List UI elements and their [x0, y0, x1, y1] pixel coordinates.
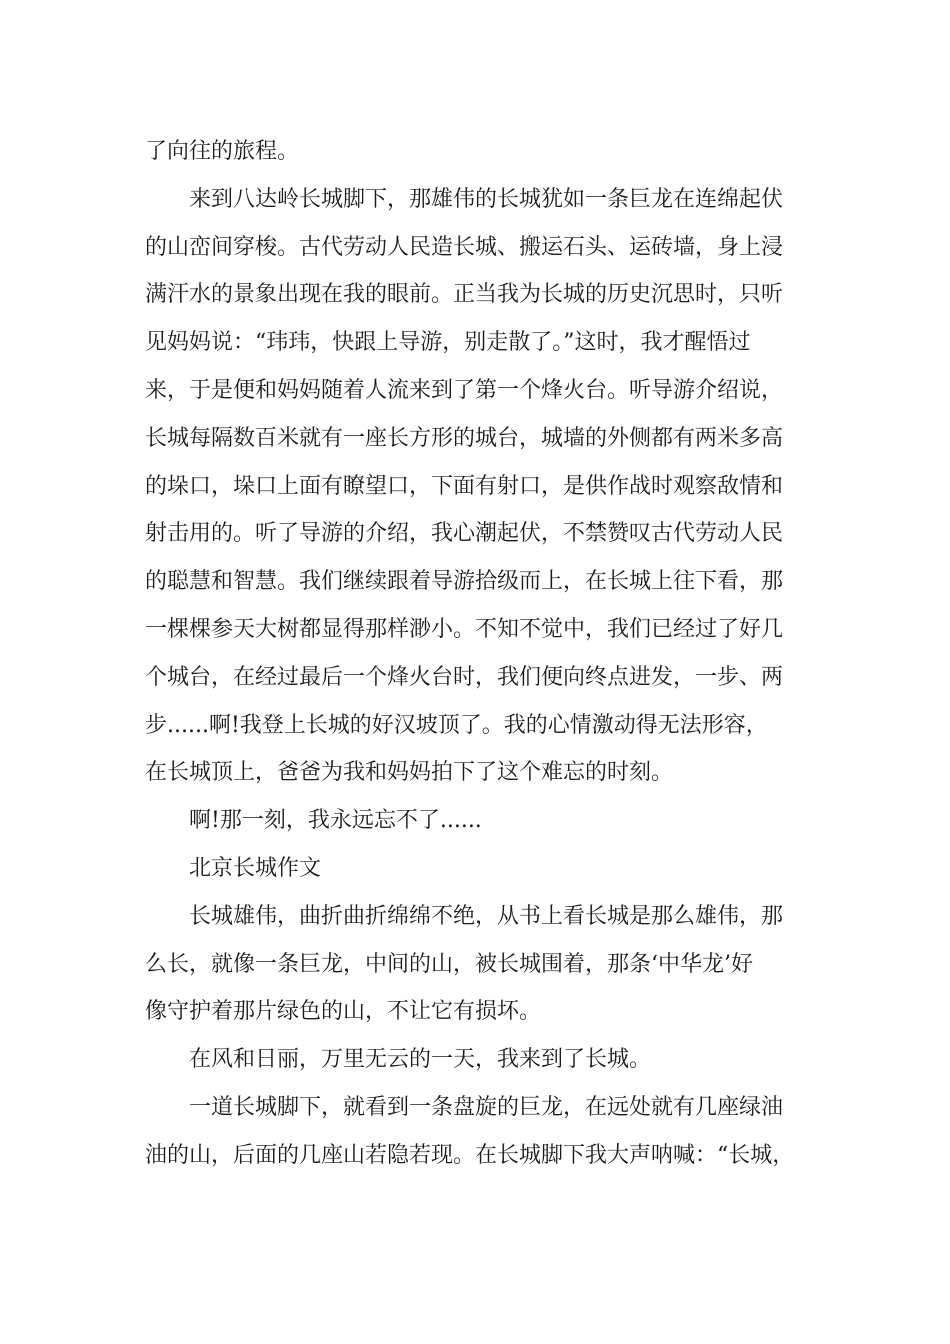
text-line: 的聪慧和智慧。我们继续跟着导游拾级而上，在长城上往下看，那	[145, 569, 784, 595]
text-line: 在长城顶上，爸爸为我和妈妈拍下了这个难忘的时刻。	[145, 760, 674, 786]
text-line: 见妈妈说：“玮玮，快跟上导游，别走散了。”这时，我才醒悟过	[145, 330, 751, 356]
text-line: 油的山，后面的几座山若隐若现。在长城脚下我大声呐喊：“长城，	[145, 1142, 795, 1168]
paragraph-first-line: 来到八达岭长城脚下，那雄伟的长城犹如一条巨龙在连绵起伏	[189, 186, 784, 212]
paragraph-first-line: 啊!那一刻，我永远忘不了......	[189, 808, 482, 834]
text-line: 射击用的。听了导游的介绍，我心潮起伏，不禁赞叹古代劳动人民	[145, 521, 784, 547]
text-line: 来，于是便和妈妈随着人流来到了第一个烽火台。听导游介绍说，	[145, 377, 784, 403]
text-line: 满汗水的景象出现在我的眼前。正当我为长城的历史沉思时，只听	[145, 282, 784, 308]
text-line: 一棵棵参天大树都显得那样渺小。不知不觉中，我们已经过了好几	[145, 616, 784, 642]
text-line: 么长，就像一条巨龙，中间的山，被长城围着，那条‘中华龙’好	[145, 951, 753, 977]
text-line: 长城每隔数百米就有一座长方形的城台，城墙的外侧都有两米多高	[145, 425, 784, 451]
text-line: 像守护着那片绿色的山，不让它有损坏。	[145, 999, 542, 1025]
paragraph-first-line: 在风和日丽，万里无云的一天，我来到了长城。	[189, 1047, 652, 1073]
paragraph-first-line: 一道长城脚下，就看到一条盘旋的巨龙，在远处就有几座绿油	[189, 1094, 784, 1120]
text-line: 了向往的旅程。	[145, 139, 300, 164]
paragraph-first-line: 长城雄伟，曲折曲折绵绵不绝，从书上看长城是那么雄伟，那	[189, 903, 784, 929]
text-line: 个城台，在经过最后一个烽火台时，我们便向终点进发，一步、两	[145, 664, 784, 690]
essay-body	[145, 128, 810, 1180]
text-line: 的垛口，垛口上面有瞭望口，下面有射口，是供作战时观察敌情和	[145, 473, 784, 499]
text-line: 的山峦间穿梭。古代劳动人民造长城、搬运石头、运砖墙，身上浸	[145, 234, 784, 260]
text-line: 步......啊!我登上长城的好汉坡顶了。我的心情激动得无法形容，	[145, 712, 768, 738]
section-heading: 北京长城作文	[189, 855, 322, 881]
